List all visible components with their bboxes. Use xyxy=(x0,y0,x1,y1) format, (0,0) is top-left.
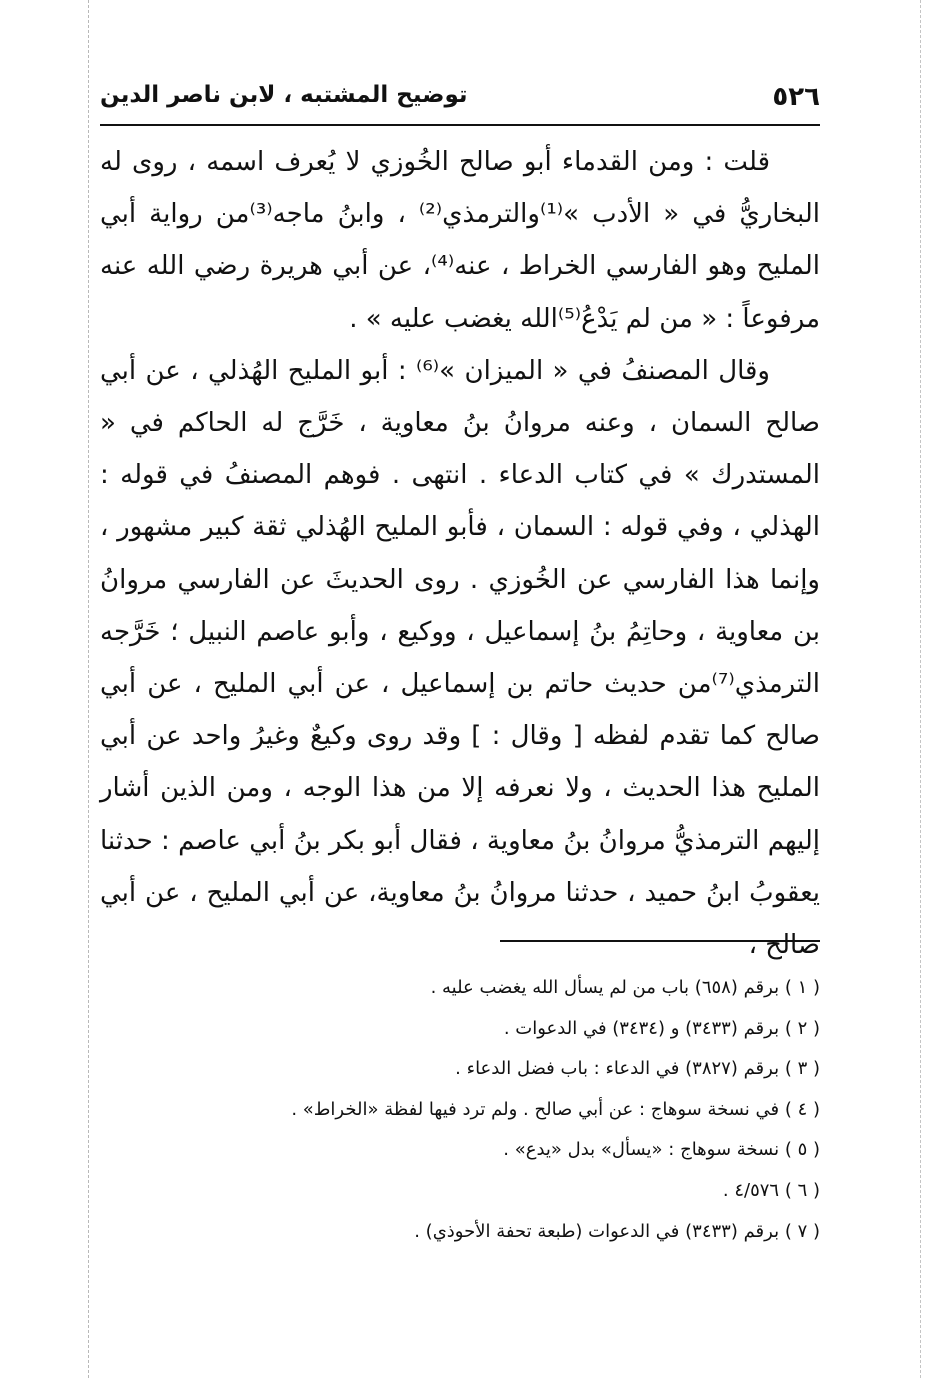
footnote: ( ١ ) برقم (٦٥٨) باب من لم يسأل الله يغضب عليه . xyxy=(430,977,820,998)
footnote: ( ٢ ) برقم (٣٤٣٣) و (٣٤٣٤) في الدعوات . xyxy=(503,1017,820,1039)
book-title: توضيح المشتبه ، لابن ناصر الدين xyxy=(100,82,468,108)
footnote-separator xyxy=(500,940,820,942)
running-header xyxy=(100,78,820,118)
page-number: ٥٢٦ xyxy=(772,82,820,112)
scan-edge-right xyxy=(920,0,921,1378)
paragraph: قلت : ومن القدماء أبو صالح الخُوزي لا يُعرف اسمه ، روى له البخاريُّ في « الأدب »⁽¹⁾والترمذي⁽²⁾ ، وابنُ ماجه⁽³⁾من رواية أبي المليح وهو الفارسي الخراط ، عنه⁽⁴⁾، عن أبي هريرة رضي الله عنه مرفوعاً : « من لم يَدْعُ⁽⁵⁾الله يغضب عليه » . xyxy=(100,147,820,334)
footnote: ( ٧ ) برقم (٣٤٣٣) في الدعوات (طبعة تحفة الأحوذي) . xyxy=(414,1220,820,1242)
scan-edge-left xyxy=(88,0,89,1378)
footnote: ( ٦ ) ٤/٥٧٦ . xyxy=(722,1179,820,1201)
main-text xyxy=(100,136,820,971)
header-rule xyxy=(100,124,820,126)
footnote: ( ٣ ) برقم (٣٨٢٧) في الدعاء : باب فضل الدعاء . xyxy=(455,1058,820,1080)
footnotes xyxy=(100,968,820,1252)
footnote: ( ٤ ) في نسخة سوهاج : عن أبي صالح . ولم ترد فيها لفظة «الخراط» . xyxy=(291,1098,820,1120)
paragraph: وقال المصنفُ في « الميزان »⁽⁶⁾ : أبو المليح الهُذلي ، عن أبي صالح السمان ، وعنه مروانُ بنُ معاوية ، خَرَّج له الحاكم في « المستدرك » في كتاب الدعاء . انتهى . فوهم المصنفُ في قوله : الهذلي ، وفي قوله : السمان ، فأبو المليح الهُذلي ثقة كبير مشهور ، وإنما هذا الفارسي عن الخُوزي . روى الحديثَ عن الفارسي مروانُ بن معاوية ، وحاتِمُ بنُ إسماعيل ، ووكيع ، وأبو عاصم النبيل ؛ خَرَّجه الترمذي⁽⁷⁾من حديث حاتم بن إسماعيل ، عن أبي المليح ، عن أبي صالح كما تقدم لفظه [ وقال : ] وقد روى وكيعٌ وغيرُ واحد عن أبي المليح هذا الحديث ، ولا نعرفه إلا من هذا الوجه ، ومن الذين أشار إليهم الترمذيُّ مروانُ بنُ معاوية ، فقال أبو بكر بنُ أبي عاصم : حدثنا يعقوبُ ابنُ حميد ، حدثنا مروانُ بنُ معاوية، عن أبي المليح ، عن أبي صالح ، xyxy=(100,355,820,961)
footnote: ( ٥ ) نسخة سوهاج : «يسأل» بدل «يدع» . xyxy=(503,1139,820,1161)
